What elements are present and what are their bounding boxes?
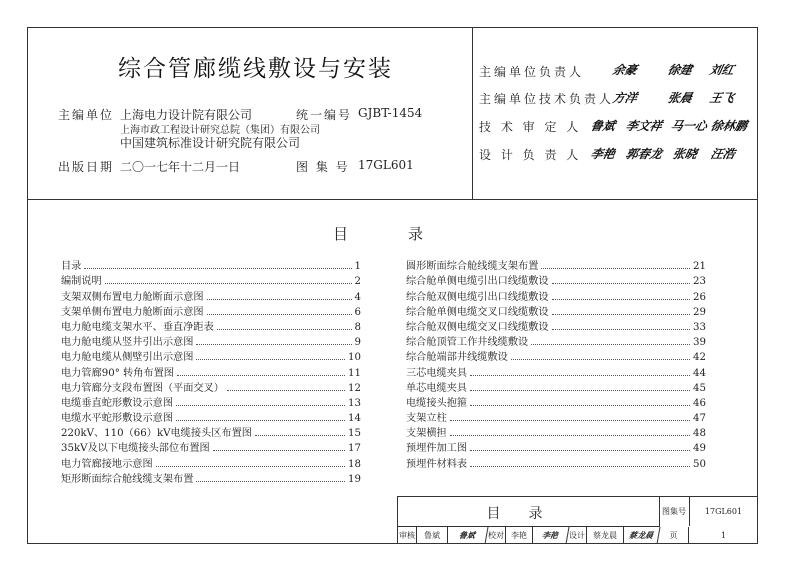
- signature: 刘红: [708, 63, 736, 77]
- toc-leader-dots: [227, 390, 345, 391]
- toc-entry-page: 29: [693, 306, 706, 318]
- toc-entry-title: 三芯电缆夹具: [406, 367, 468, 379]
- header-divider: [472, 28, 473, 199]
- toc-leader-dots: [552, 314, 690, 315]
- signature: 方洋: [611, 91, 639, 105]
- toc-entry-title: 支架横担: [406, 428, 447, 440]
- toc-entry-title: 综合舱双侧电缆引出口线缆敷设: [406, 291, 549, 303]
- toc-leader-dots: [541, 268, 690, 269]
- toc-entry-page: 23: [693, 276, 706, 288]
- toc-leader-dots: [207, 299, 352, 300]
- toc-entry-title: 预埋件加工图: [406, 443, 468, 455]
- toc-entry-title: 综合舱单侧电缆引出口线缆敷设: [406, 276, 549, 288]
- design-label: 设计: [568, 527, 587, 544]
- unified-no-label: 统一编号: [296, 108, 353, 122]
- toc-entry: [406, 439, 706, 454]
- toc-entry-page: 44: [693, 367, 706, 379]
- signature: 李艳: [589, 147, 617, 161]
- toc-entry-title: 220kV、110（66）kV电缆接头区布置图: [61, 428, 252, 440]
- toc-entry-title: 矩形断面综合舱线缆支架布置: [61, 473, 194, 485]
- toc-leader-dots: [552, 283, 690, 284]
- toc-entry-title: 综合舱双侧电缆交叉口线缆敷设: [406, 321, 549, 333]
- toc-leader-dots: [470, 450, 690, 451]
- toc-entry-title: 预埋件材料表: [406, 458, 468, 470]
- toc-left-column: [61, 257, 361, 485]
- toc-entry-title: 综合舱单侧电缆交叉口线缆敷设: [406, 306, 549, 318]
- publish-date-label: 出版日期: [58, 160, 115, 174]
- toc-leader-dots: [450, 435, 690, 436]
- toc-entry: [406, 394, 706, 409]
- toc-entry-page: 42: [693, 352, 706, 364]
- toc-entry-title: 电力管廊分支段布置图（平面交叉）: [61, 382, 224, 394]
- toc-leader-dots: [450, 420, 690, 421]
- signature: 张晨: [666, 91, 694, 105]
- publish-date: 二〇一七年十二月一日: [120, 160, 241, 174]
- toc-entry: [406, 424, 706, 439]
- toc-entry: [61, 424, 361, 439]
- toc-entry: [61, 333, 361, 348]
- toc-entry: [61, 348, 361, 363]
- toc-right-column: [406, 257, 706, 470]
- page-label: 页: [659, 527, 689, 544]
- toc-entry-page: 13: [348, 397, 361, 409]
- toc-entry: [406, 363, 706, 378]
- toc-entry: [406, 303, 706, 318]
- toc-leader-dots: [511, 359, 690, 360]
- design-signature: 蔡龙晨: [623, 527, 661, 544]
- toc-entry-title: 电缆垂直蛇形敷设示意图: [61, 397, 174, 409]
- toc-entry: [61, 454, 361, 469]
- toc-entry-title: 电力管廊接地示意图: [61, 458, 153, 470]
- toc-leader-dots: [196, 481, 345, 482]
- toc-leader-dots: [84, 268, 351, 269]
- toc-leader-dots: [552, 329, 690, 330]
- signature: 徐建: [666, 63, 694, 77]
- toc-entry-title: 电缆水平蛇形敷设示意图: [61, 413, 174, 425]
- toc-entry-page: 50: [693, 458, 706, 470]
- signature: 郭春龙: [624, 147, 664, 161]
- toc-leader-dots: [176, 405, 345, 406]
- toc-entry-title: 支架立柱: [406, 413, 447, 425]
- toc-entry-page: 1: [354, 261, 361, 273]
- toc-leader-dots: [470, 405, 690, 406]
- toc-entry: [61, 379, 361, 394]
- toc-entry-page: 39: [693, 337, 706, 349]
- signature: 李文祥: [624, 119, 664, 133]
- toc-entry-title: 目录: [61, 261, 82, 273]
- toc-leader-dots: [255, 435, 345, 436]
- signature: 张晓: [671, 147, 699, 161]
- toc-entry: [61, 439, 361, 454]
- atlas-no: 17GL601: [358, 158, 414, 172]
- toc-entry: [406, 272, 706, 287]
- signature: 汪浩: [709, 147, 737, 161]
- check-name: 李艳: [506, 527, 533, 544]
- toc-entry: [406, 333, 706, 348]
- toc-entry-page: 10: [348, 352, 361, 364]
- toc-entry-title: 电力舱电缆从竖井引出示意图: [61, 337, 194, 349]
- title-block-atlas-no: 17GL601: [704, 507, 743, 516]
- editor-unit-1: 上海电力设计院有限公司: [120, 108, 253, 122]
- toc-entry-title: 单芯电缆夹具: [406, 382, 468, 394]
- atlas-title: 综合管廊缆线敷设与安装: [118, 56, 393, 82]
- toc-entry-title: 编制说明: [61, 276, 102, 288]
- toc-entry-page: 45: [693, 382, 706, 394]
- toc-entry-page: 48: [693, 428, 706, 440]
- toc-entry: [406, 348, 706, 363]
- toc-entry: [61, 409, 361, 424]
- toc-leader-dots: [176, 420, 345, 421]
- role-design-lead: 设 计 负 责 人: [479, 148, 582, 162]
- toc-entry-page: 2: [354, 276, 361, 288]
- toc-entry: [406, 318, 706, 333]
- toc-entry-title: 综合舱顶管工作井线缆敷设: [406, 337, 529, 349]
- toc-leader-dots: [196, 344, 351, 345]
- editor-unit-3: 中国建筑标准设计研究院有限公司: [120, 136, 301, 150]
- toc-entry: [61, 318, 361, 333]
- toc-entry-title: 圆形断面综合舱线缆支架布置: [406, 261, 539, 273]
- toc-entry-page: 12: [348, 382, 361, 394]
- title-block: [397, 496, 758, 544]
- toc-leader-dots: [552, 299, 690, 300]
- toc-leader-dots: [177, 375, 345, 376]
- check-label: 校对: [487, 527, 506, 544]
- toc-entry-title: 电力舱电缆支架水平、垂直净距表: [61, 321, 214, 333]
- title-block-title: 目录: [398, 497, 660, 527]
- toc-entry: [61, 470, 361, 485]
- toc-entry-page: 26: [693, 291, 706, 303]
- review-label: 审核: [398, 527, 417, 544]
- toc-entry-title: 35kV及以下电缆接头部位布置图: [61, 443, 210, 455]
- role-chief-tech: 主编单位技术负责人: [479, 92, 615, 106]
- toc-entry-title: 综合舱端部井线缆敷设: [406, 352, 508, 364]
- toc-entry: [61, 257, 361, 272]
- toc-entry-page: 9: [354, 337, 361, 349]
- unified-no: GJBT-1454: [358, 106, 423, 120]
- toc-leader-dots: [156, 466, 345, 467]
- toc-entry: [61, 303, 361, 318]
- signature: 徐林鹏: [709, 119, 749, 133]
- editor-unit-2: 上海市政工程设计研究总院（集团）有限公司: [120, 125, 320, 136]
- review-name: 鲁斌: [417, 527, 448, 544]
- header-panel: [28, 28, 757, 200]
- toc-entry: [61, 287, 361, 302]
- toc-leader-dots: [213, 450, 345, 451]
- toc-entry: [406, 379, 706, 394]
- toc-entry-page: 18: [348, 458, 361, 470]
- toc-leader-dots: [531, 344, 690, 345]
- title-block-sign-row: [398, 527, 758, 544]
- signature: 马一心: [669, 119, 709, 133]
- toc-leader-dots: [470, 375, 690, 376]
- toc-leader-dots: [105, 283, 352, 284]
- toc-leader-dots: [196, 359, 345, 360]
- toc-leader-dots: [207, 314, 352, 315]
- toc-entry-page: 21: [693, 261, 706, 273]
- toc-entry: [406, 454, 706, 469]
- title-block-atlas-label: 图集号: [659, 497, 690, 526]
- editor-unit-label: 主编单位: [58, 108, 115, 122]
- toc-entry: [406, 409, 706, 424]
- signature: 余豪: [611, 63, 639, 77]
- drawing-frame: [27, 27, 758, 544]
- atlas-no-label: 图 集 号: [296, 160, 350, 174]
- toc-entry-page: 14: [348, 413, 361, 425]
- toc-entry-page: 11: [348, 367, 361, 379]
- toc-entry-title: 电力舱电缆从侧壁引出示意图: [61, 352, 194, 364]
- toc-entry-page: 6: [354, 306, 361, 318]
- role-tech-review: 技 术 审 定 人: [479, 120, 582, 134]
- toc-entry: [61, 272, 361, 287]
- toc-entry-page: 4: [354, 291, 361, 303]
- toc-entry: [406, 257, 706, 272]
- design-name: 蔡龙晨: [587, 527, 624, 544]
- toc-leader-dots: [470, 466, 690, 467]
- toc-entry-page: 49: [693, 443, 706, 455]
- toc-entry-title: 支架单侧布置电力舱断面示意图: [61, 306, 204, 318]
- toc-entry-page: 8: [354, 321, 361, 333]
- toc-entry-page: 19: [348, 473, 361, 485]
- toc-leader-dots: [470, 390, 690, 391]
- toc-entry-title: 支架双侧布置电力舱断面示意图: [61, 291, 204, 303]
- toc-entry-page: 47: [693, 413, 706, 425]
- review-signature: 鲁斌: [447, 527, 489, 544]
- toc-heading: 目录: [333, 225, 484, 243]
- toc-entry-page: 15: [348, 428, 361, 440]
- page-no: 1: [720, 531, 727, 540]
- toc-entry-title: 电缆接头抱箍: [406, 397, 468, 409]
- signature: 王飞: [708, 91, 736, 105]
- toc-entry: [61, 363, 361, 378]
- toc-entry-page: 46: [693, 397, 706, 409]
- check-signature: 李艳: [532, 527, 570, 544]
- role-chief-unit: 主编单位负责人: [479, 65, 585, 79]
- signature: 鲁斌: [589, 119, 617, 133]
- toc-entry-page: 17: [348, 443, 361, 455]
- toc-entry: [406, 287, 706, 302]
- toc-entry-page: 33: [693, 321, 706, 333]
- toc-entry-title: 电力管廊90° 转角布置图: [61, 367, 174, 379]
- toc-entry: [61, 394, 361, 409]
- toc-leader-dots: [217, 329, 352, 330]
